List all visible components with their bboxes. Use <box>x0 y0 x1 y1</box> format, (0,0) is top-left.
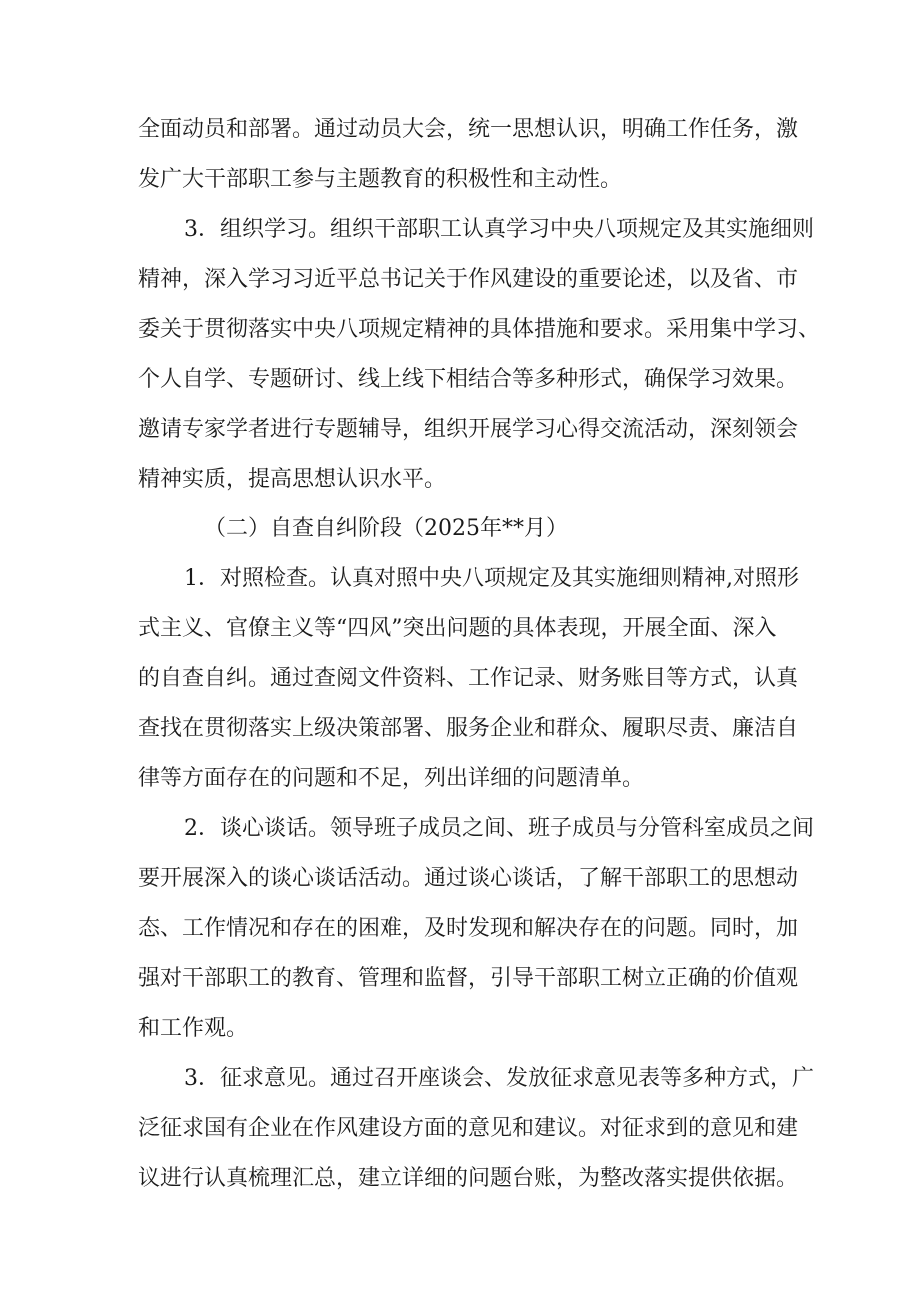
text-line: 要开展深入的谈心谈话活动。通过谈心谈话，了解干部职工的思想动 <box>138 866 799 891</box>
text-line: 委关于贯彻落实中央八项规定精神的具体措施和要求。采用集中学习、 <box>138 317 821 342</box>
text-line: 3．组织学习。组织干部职工认真学习中央八项规定及其实施细则 <box>184 217 814 242</box>
text-line: 和工作观。 <box>138 1016 249 1041</box>
text-line: 律等方面存在的问题和不足，列出详细的问题清单。 <box>138 766 645 791</box>
text-line: 邀请专家学者进行专题辅导，组织开展学习心得交流活动，深刻领会 <box>138 417 799 442</box>
text-line: 议进行认真梳理汇总，建立详细的问题台账，为整改落实提供依据。 <box>138 1166 799 1191</box>
text-line: 个人自学、专题研讨、线上线下相结合等多种形式，确保学习效果。 <box>138 367 799 392</box>
text-line: 泛征求国有企业在作风建设方面的意见和建议。对征求到的意见和建 <box>138 1116 799 1141</box>
text-line: 1．对照检查。认真对照中央八项规定及其实施细则精神,对照形 <box>184 566 799 591</box>
text-line: 式主义、官僚主义等“四风”突出问题的具体表现，开展全面、深入 <box>138 616 777 641</box>
text-line: 发广大干部职工参与主题教育的积极性和主动性。 <box>138 167 623 192</box>
text-line: 精神，深入学习习近平总书记关于作风建设的重要论述，以及省、市 <box>138 267 799 292</box>
text-line: 查找在贯彻落实上级决策部署、服务企业和群众、履职尽责、廉洁自 <box>138 716 799 741</box>
text-line: 态、工作情况和存在的困难，及时发现和解决存在的问题。同时，加 <box>138 916 799 941</box>
text-line: 2．谈心谈话。领导班子成员之间、班子成员与分管科室成员之间 <box>184 816 814 841</box>
text-line: 精神实质，提高思想认识水平。 <box>138 467 447 492</box>
text-line: 全面动员和部署。通过动员大会，统一思想认识，明确工作任务，激 <box>138 117 799 142</box>
text-line: 强对干部职工的教育、管理和监督，引导干部职工树立正确的价值观 <box>138 966 799 991</box>
text-line: 3．征求意见。通过召开座谈会、发放征求意见表等多种方式，广 <box>184 1066 814 1091</box>
section-heading: （二）自查自纠阶段（2025年**月） <box>204 516 568 541</box>
text-line: 的自查自纠。通过查阅文件资料、工作记录、财务账目等方式，认真 <box>138 666 799 691</box>
